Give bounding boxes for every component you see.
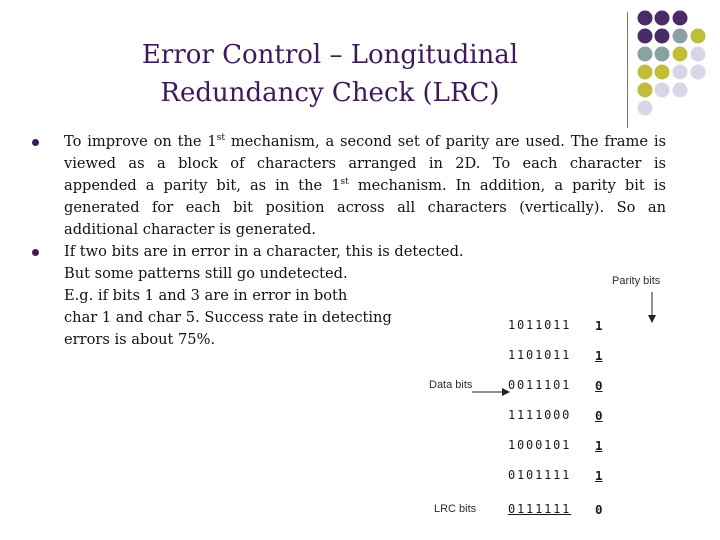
decorative-dot bbox=[655, 83, 670, 98]
decorative-dot bbox=[673, 11, 688, 26]
decorative-dot bbox=[655, 65, 670, 80]
parity-bit-3: 0 bbox=[595, 378, 603, 393]
data-row-4: 1111000 bbox=[508, 408, 572, 422]
parity-bit-4: 0 bbox=[595, 408, 603, 423]
lrc-parity-bit: 0 bbox=[595, 502, 603, 517]
parity-bit-6: 1 bbox=[595, 468, 603, 483]
data-row-3: 0011101 bbox=[508, 378, 572, 392]
parity-bit-2: 1 bbox=[595, 348, 603, 363]
decorative-dot bbox=[691, 47, 706, 62]
data-row-5: 1000101 bbox=[508, 438, 572, 452]
decorative-dot bbox=[638, 83, 653, 98]
parity-bits-label: Parity bits bbox=[612, 275, 661, 287]
parity-bit-5: 1 bbox=[595, 438, 603, 453]
decorative-dot bbox=[638, 101, 653, 116]
bullet-marker bbox=[32, 139, 39, 146]
decorative-dot bbox=[673, 83, 688, 98]
decorative-dot bbox=[655, 11, 670, 26]
bullet-marker bbox=[32, 249, 39, 256]
decorative-dot-grid bbox=[0, 0, 720, 140]
decorative-dot bbox=[655, 29, 670, 44]
decorative-dot bbox=[691, 65, 706, 80]
decorative-dot bbox=[673, 65, 688, 80]
bullet-item-lrc-description: To improve on the 1st mechanism, a second set of parity are used. The frame is viewed as a block of characters arranged in 2D. To each character is appended a parity bit, as in the 1st mechanism. In addition, a parity bit is generated for each bit position across all characters (vertically). So an additional character is generated. bbox=[30, 131, 666, 241]
lrc-bits-label: LRC bits bbox=[434, 503, 477, 515]
parity-arrow-icon bbox=[646, 292, 660, 324]
bullet-item-two-bit-errors: If two bits are in error in a character, this is detected. But some patterns still go undetected. E.g. if bits 1 and 3 are in error in both char 1 and char 5. Success rate in detecting errors is about 75%. bbox=[30, 241, 666, 351]
decorative-dot bbox=[638, 29, 653, 44]
decorative-dot bbox=[655, 47, 670, 62]
decorative-dot bbox=[638, 65, 653, 80]
data-bits-label: Data bits bbox=[429, 379, 473, 391]
decorative-dot bbox=[638, 47, 653, 62]
data-row-6: 0101111 bbox=[508, 468, 572, 482]
title-line-2: Redundancy Check (LRC) bbox=[160, 78, 500, 108]
lrc-data-row: 0111111 bbox=[508, 502, 572, 516]
parity-bit-1: 1 bbox=[595, 318, 603, 333]
data-row-1: 1011011 bbox=[508, 318, 572, 332]
decorative-dot bbox=[673, 47, 688, 62]
decorative-dot bbox=[638, 11, 653, 26]
data-bits-arrow-icon bbox=[472, 387, 512, 397]
decorative-dot bbox=[673, 29, 688, 44]
title-line-1: Error Control – Longitudinal bbox=[141, 40, 519, 70]
data-row-2: 1101011 bbox=[508, 348, 572, 362]
lrc-parity-diagram bbox=[410, 268, 710, 528]
decorative-dot bbox=[691, 29, 706, 44]
